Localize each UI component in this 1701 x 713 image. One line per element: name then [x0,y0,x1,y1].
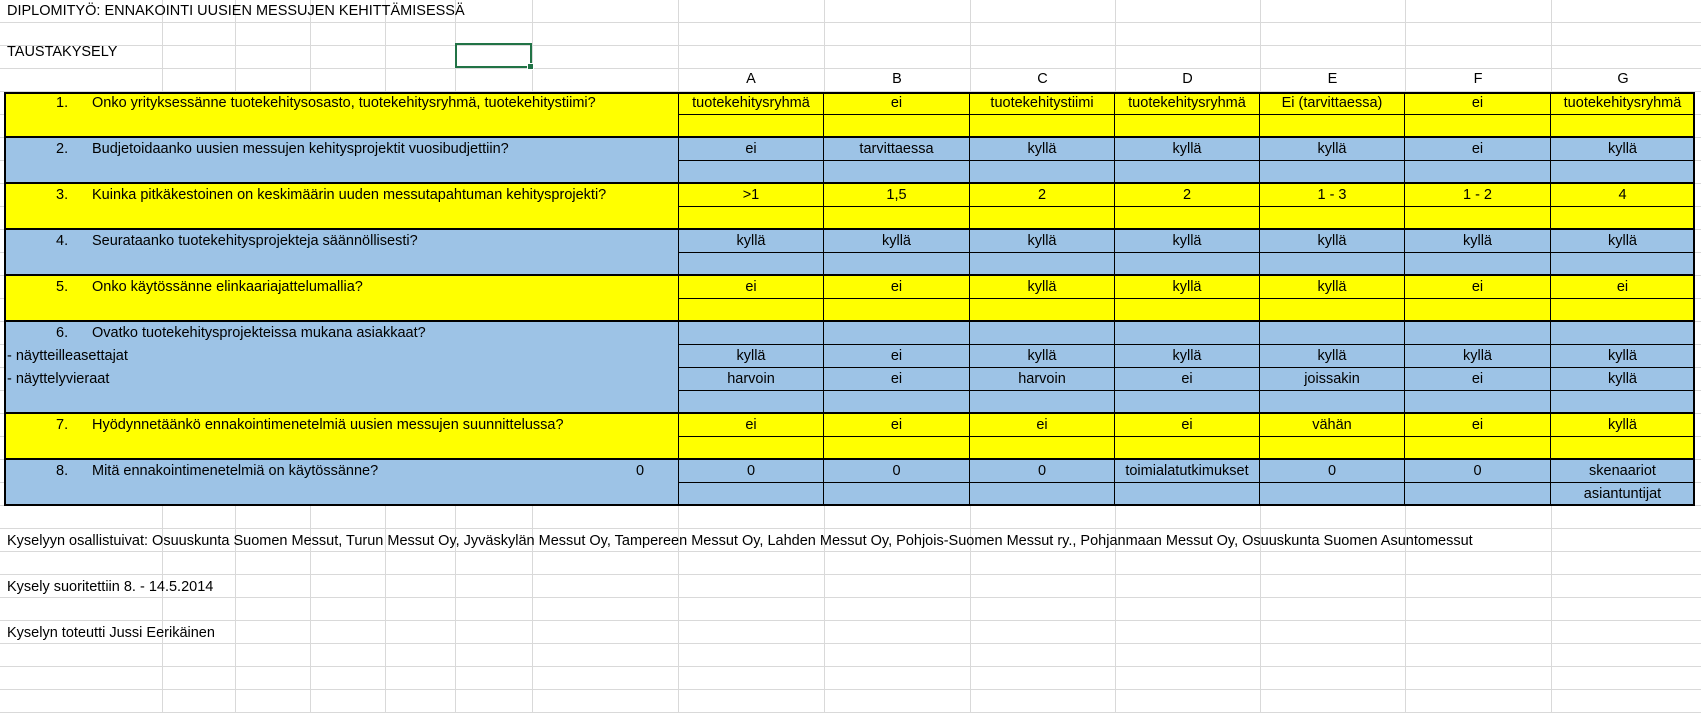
answer-cell[interactable] [1260,391,1405,414]
answer-cell[interactable] [970,253,1115,276]
answer-cell[interactable]: tuotekehitysryhmä [1551,92,1695,115]
answer-cell[interactable]: ei [824,276,970,299]
answer-cell[interactable]: asiantuntijat [1551,483,1695,506]
answer-cell[interactable] [678,437,824,460]
answer-cell[interactable] [1260,437,1405,460]
answer-cell[interactable]: tuotekehitysryhmä [678,92,824,115]
answer-cell[interactable] [678,391,824,414]
answer-cell[interactable]: tuotekehitysryhmä [1115,92,1260,115]
answer-cell[interactable] [1260,483,1405,506]
answer-cell[interactable] [1260,299,1405,322]
answer-cell[interactable] [1115,115,1260,138]
answer-cell[interactable]: 1,5 [824,184,970,207]
answer-cell[interactable] [824,437,970,460]
answer-cell[interactable]: ei [1405,414,1551,437]
question-number: 2. [56,141,69,157]
question-number: 4. [56,233,69,249]
answer-cell[interactable] [1115,437,1260,460]
answer-cell[interactable] [824,483,970,506]
answer-cell[interactable] [1405,207,1551,230]
answer-cell[interactable]: kyllä [970,230,1115,253]
column-header-f: F [1473,71,1483,87]
answer-cell[interactable]: kyllä [1551,414,1695,437]
answer-cell[interactable]: kyllä [1405,345,1551,368]
participants-note: Kyselyyn osallistuivat: Osuuskunta Suomen Messut, Turun Messut Oy, Jyväskylän Messut Oy, Tampereen Messut Oy, Lahden Messut Oy, Pohjois-Suomen Messut ry., Pohjanmaan Messut Oy, Osuuskunta Suomen Asuntomessut [7,533,1473,549]
column-header-g: G [1617,71,1629,87]
column-header-a: A [746,71,756,87]
answer-cell[interactable]: harvoin [970,368,1115,391]
answer-cell[interactable] [1260,322,1405,345]
answer-cell[interactable]: ei [824,414,970,437]
answer-cell[interactable] [1551,115,1695,138]
answer-cell[interactable]: kyllä [678,230,824,253]
fill-handle[interactable] [527,63,534,70]
answer-cell[interactable] [1260,253,1405,276]
column-header-b: B [892,71,902,87]
answer-cell[interactable]: kyllä [1115,345,1260,368]
question-number: 3. [56,187,69,203]
answer-cell[interactable]: kyllä [1551,138,1695,161]
sheet-title: DIPLOMITYÖ: ENNAKOINTI UUSIEN MESSUJEN KEHITTÄMISESSÄ [7,3,465,19]
answer-cell[interactable]: ei [1115,414,1260,437]
answer-cell[interactable] [1405,322,1551,345]
question-number: 8. [56,463,69,479]
selected-cell[interactable] [455,43,532,68]
answer-cell[interactable] [1551,322,1695,345]
answer-cell[interactable]: ei [824,92,970,115]
answer-cell[interactable] [970,391,1115,414]
answer-cell[interactable] [824,161,970,184]
answer-cell[interactable] [1115,207,1260,230]
answer-cell[interactable]: kyllä [1551,230,1695,253]
answer-cell[interactable]: 1 - 3 [1260,184,1405,207]
answer-cell[interactable]: kyllä [970,345,1115,368]
answer-cell[interactable]: kyllä [1115,230,1260,253]
answer-cell[interactable] [678,299,824,322]
answer-cell[interactable] [678,115,824,138]
answer-cell[interactable] [824,299,970,322]
answer-cell[interactable]: skenaariot [1551,460,1695,483]
question-number: 5. [56,279,69,295]
answer-cell[interactable]: >1 [678,184,824,207]
answer-cell[interactable]: 0 [824,460,970,483]
question-text: Hyödynnetäänkö ennakointimenetelmiä uusien messujen suunnittelussa? [92,417,564,433]
answer-cell[interactable] [1260,115,1405,138]
question-text: Onko käytössänne elinkaariajattelumallia? [92,279,363,295]
column-header-c: C [1037,71,1048,87]
answer-cell[interactable] [1115,161,1260,184]
column-header-d: D [1182,71,1193,87]
answer-cell[interactable] [1405,299,1551,322]
survey-date-note: Kysely suoritettiin 8. - 14.5.2014 [7,579,214,595]
answer-cell[interactable] [1260,207,1405,230]
answer-cell[interactable]: kyllä [1551,345,1695,368]
answer-cell[interactable] [970,207,1115,230]
question-number: 6. [56,325,69,341]
answer-cell[interactable]: ei [678,414,824,437]
question-text: Ovatko tuotekehitysprojekteissa mukana asiakkaat? [92,325,426,341]
answer-cell[interactable]: ei [1115,368,1260,391]
answer-cell[interactable]: kyllä [1115,276,1260,299]
survey-author-note: Kyselyn toteutti Jussi Eerikäinen [7,625,215,641]
answer-cell[interactable] [1115,253,1260,276]
answer-cell[interactable]: 1 - 2 [1405,184,1551,207]
answer-cell[interactable]: ei [970,414,1115,437]
answer-cell[interactable]: ei [824,368,970,391]
question-text: Mitä ennakointimenetelmiä on käytössänne? [92,463,379,479]
answer-cell[interactable] [1115,299,1260,322]
answer-cell[interactable] [824,115,970,138]
answer-cell[interactable] [970,483,1115,506]
answer-cell[interactable] [824,207,970,230]
answer-cell[interactable]: ei [824,345,970,368]
sheet-subtitle: TAUSTAKYSELY [7,44,118,60]
question-extra-value: 0 [636,463,645,479]
answer-cell[interactable] [1260,161,1405,184]
column-header-e: E [1327,71,1338,87]
answer-cell[interactable]: ei [1405,92,1551,115]
question-text: Kuinka pitkäkestoinen on keskimäärin uuden messutapahtuman kehitysprojekti? [92,187,607,203]
answer-cell[interactable]: harvoin [678,368,824,391]
answer-cell[interactable]: Ei (tarvittaessa) [1260,92,1405,115]
answer-cell[interactable] [1405,115,1551,138]
answer-cell[interactable]: kyllä [1405,230,1551,253]
answer-cell[interactable]: kyllä [1260,138,1405,161]
answer-cell[interactable]: ei [1551,276,1695,299]
answer-cell[interactable] [1551,299,1695,322]
answer-cell[interactable]: kyllä [1260,276,1405,299]
answer-cell[interactable] [970,161,1115,184]
answer-cell[interactable] [824,322,970,345]
answer-cell[interactable] [970,437,1115,460]
answer-cell[interactable]: ei [1405,138,1551,161]
sub-question-label: - näytteilleasettajat [7,348,128,364]
answer-cell[interactable]: 4 [1551,184,1695,207]
question-text: Seurataanko tuotekehitysprojekteja säännöllisesti? [92,233,418,249]
answer-cell[interactable] [678,161,824,184]
answer-cell[interactable] [1551,391,1695,414]
answer-cell[interactable] [824,391,970,414]
answer-cell[interactable] [1115,483,1260,506]
answer-cell[interactable]: kyllä [1551,368,1695,391]
answer-cell[interactable]: toimialatutkimukset [1115,460,1260,483]
sub-question-label: - näyttelyvieraat [7,371,110,387]
question-number: 1. [56,95,69,111]
answer-cell[interactable] [1551,207,1695,230]
answer-cell[interactable]: joissakin [1260,368,1405,391]
answer-cell[interactable]: ei [1405,276,1551,299]
answer-cell[interactable]: 0 [1260,460,1405,483]
question-text: Budjetoidaanko uusien messujen kehitysprojektit vuosibudjettiin? [92,141,509,157]
answer-cell[interactable]: kyllä [970,276,1115,299]
answer-cell[interactable] [1551,437,1695,460]
answer-cell[interactable]: 2 [1115,184,1260,207]
answer-cell[interactable]: ei [678,276,824,299]
answer-cell[interactable] [678,253,824,276]
answer-cell[interactable] [1405,253,1551,276]
answer-cell[interactable] [1405,161,1551,184]
question-text: Onko yrityksessänne tuotekehitysosasto, tuotekehitysryhmä, tuotekehitystiimi? [92,95,596,111]
answer-cell[interactable]: 0 [1405,460,1551,483]
answer-cell[interactable] [1551,253,1695,276]
answer-cell[interactable]: vähän [1260,414,1405,437]
answer-cell[interactable]: 0 [678,460,824,483]
answer-cell[interactable]: kyllä [1260,230,1405,253]
answer-cell[interactable] [1405,483,1551,506]
answer-cell[interactable]: kyllä [824,230,970,253]
answer-cell[interactable]: tarvittaessa [824,138,970,161]
answer-cell[interactable] [1115,322,1260,345]
question-number: 7. [56,417,69,433]
answer-cell[interactable] [678,207,824,230]
answer-cell[interactable] [678,322,824,345]
answer-cell[interactable]: ei [678,138,824,161]
answer-cell[interactable] [1551,161,1695,184]
answer-cell[interactable] [678,483,824,506]
answer-cell[interactable]: 0 [970,460,1115,483]
answer-cell[interactable]: kyllä [1260,345,1405,368]
answer-cell[interactable]: tuotekehitystiimi [970,92,1115,115]
answer-cell[interactable] [970,115,1115,138]
answer-cell[interactable]: kyllä [678,345,824,368]
answer-cell[interactable] [824,253,970,276]
answer-cell[interactable] [970,322,1115,345]
answer-cell[interactable]: kyllä [970,138,1115,161]
answer-cell[interactable] [1405,437,1551,460]
answer-cell[interactable] [1405,391,1551,414]
answer-cell[interactable] [1115,391,1260,414]
answer-cell[interactable]: 2 [970,184,1115,207]
answer-cell[interactable] [970,299,1115,322]
answer-cell[interactable]: ei [1405,368,1551,391]
answer-cell[interactable]: kyllä [1115,138,1260,161]
